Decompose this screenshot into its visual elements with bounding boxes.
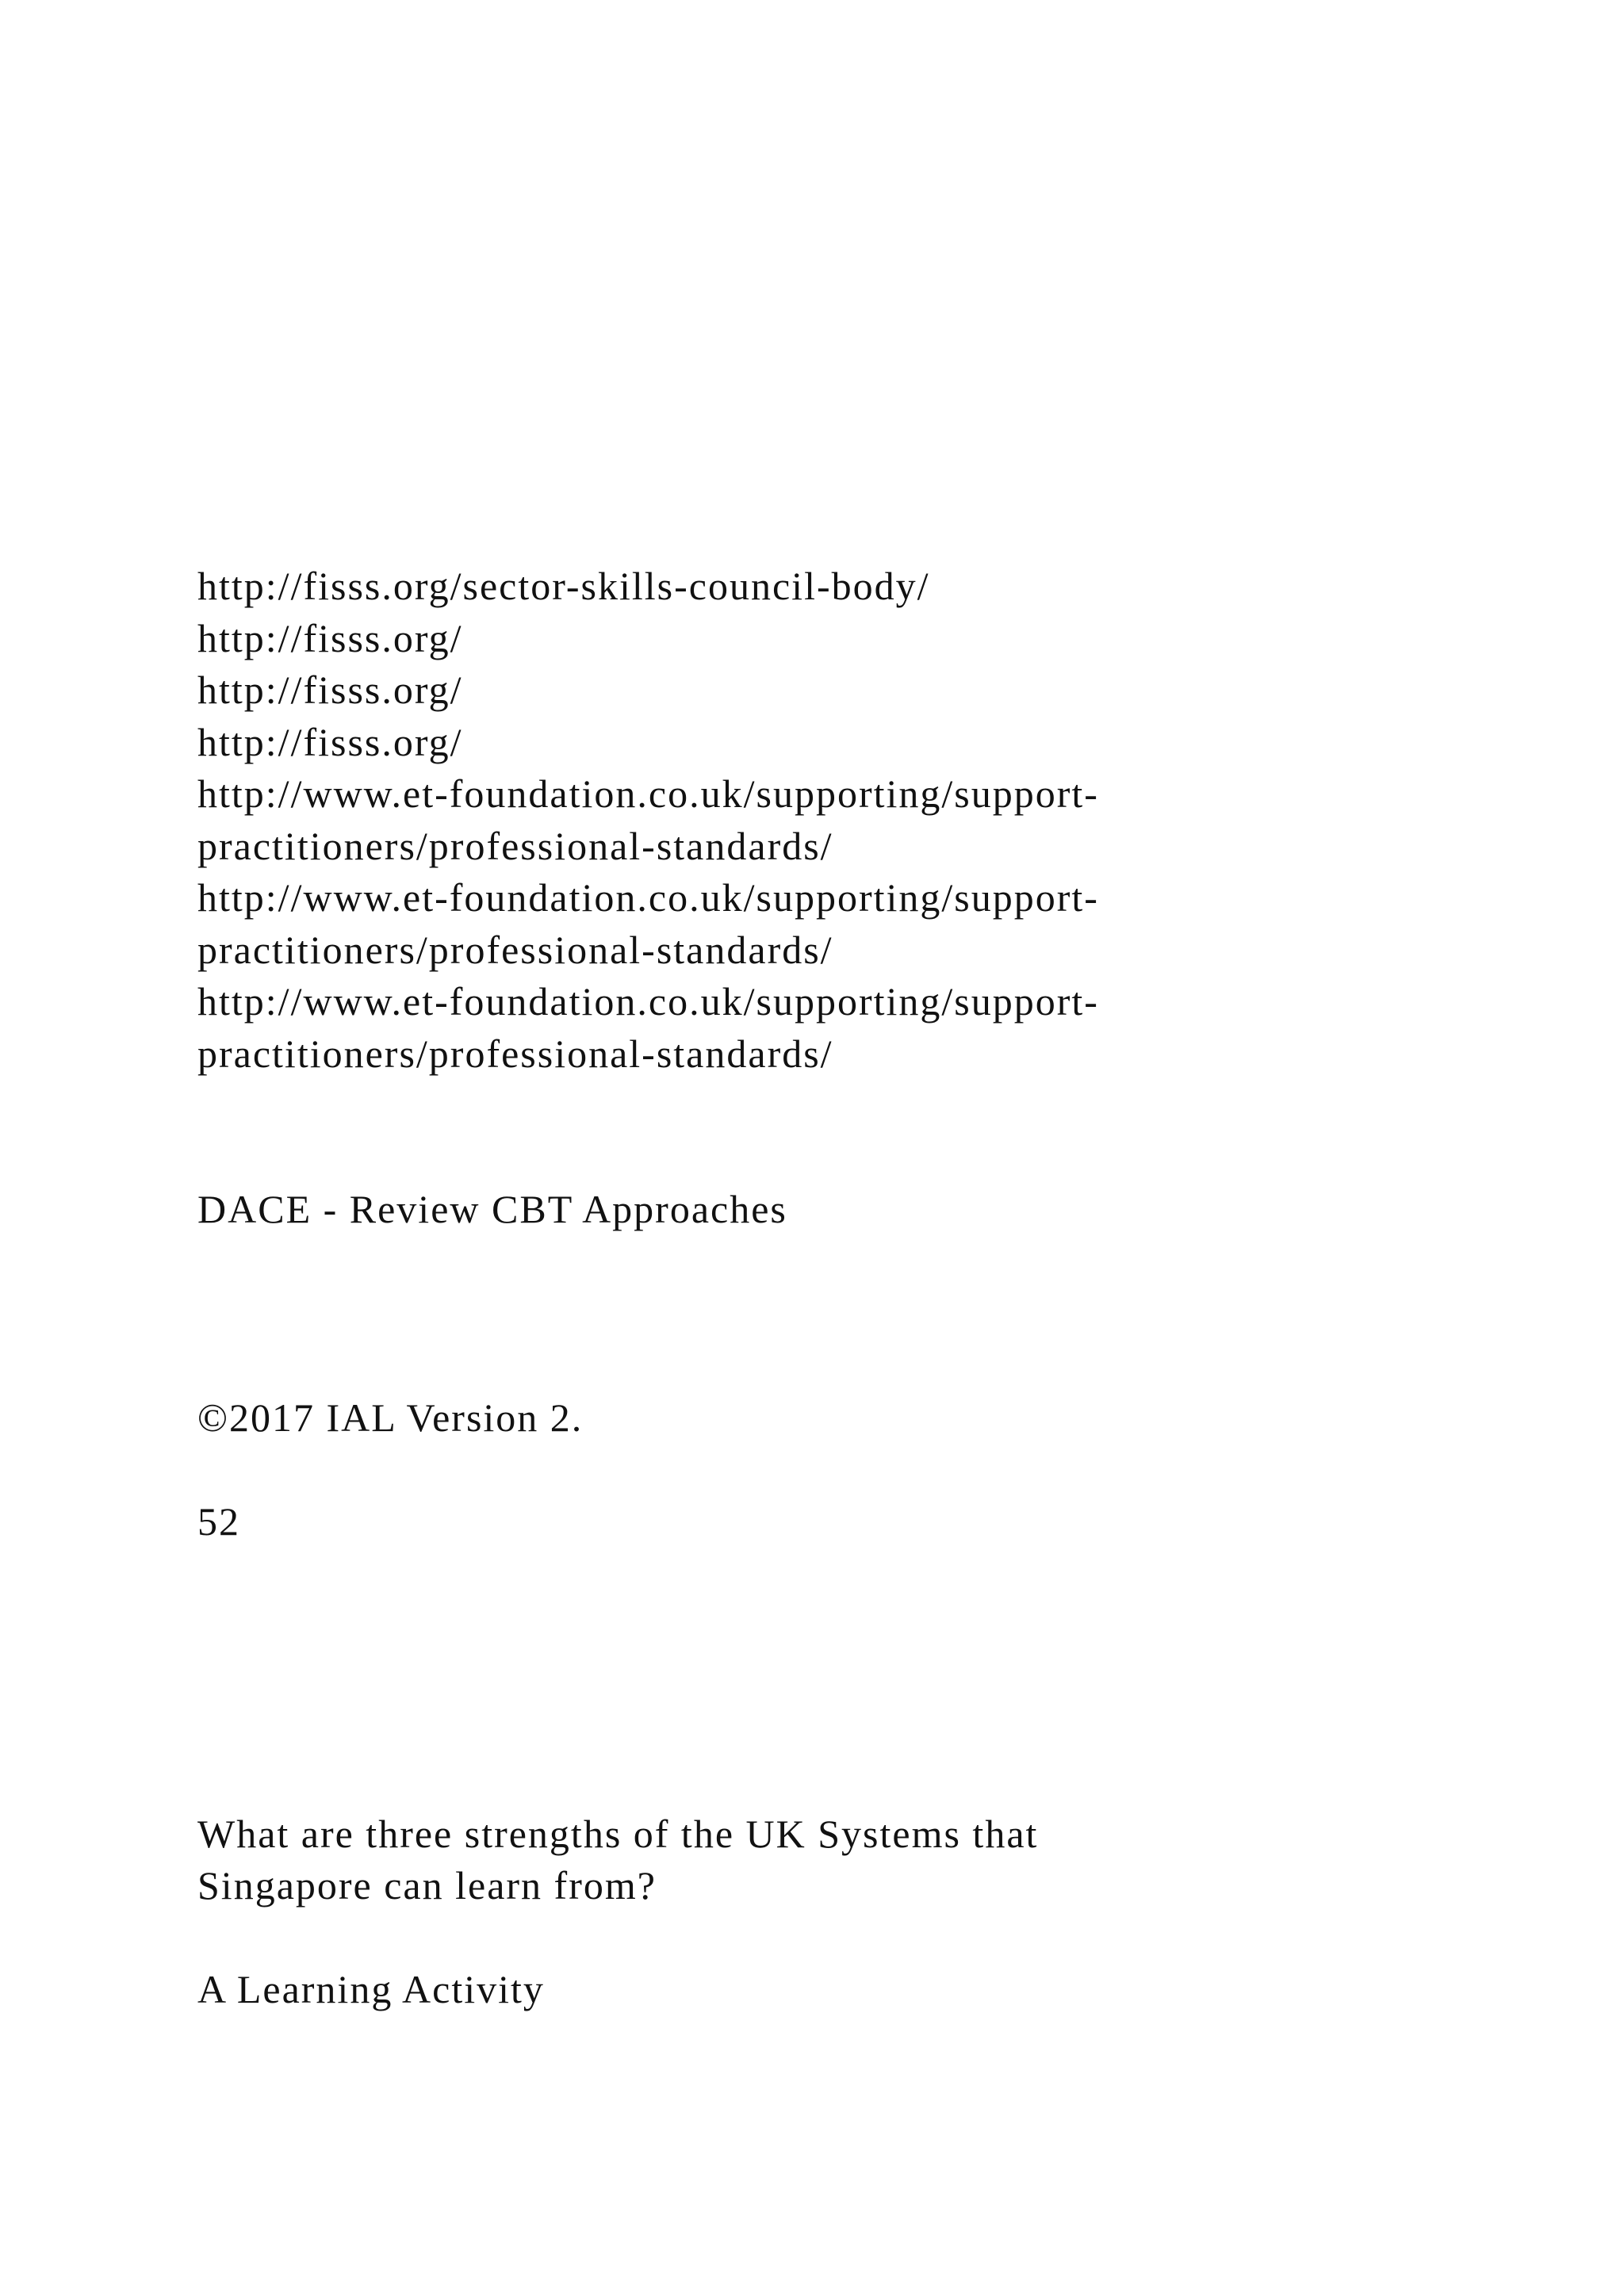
document-title: DACE - Review CBT Approaches <box>197 1187 787 1231</box>
reference-link[interactable]: http://www.et-foundation.co.uk/supporting/support- <box>197 771 1099 816</box>
reference-link-continuation[interactable]: practitioners/professional-standards/ <box>197 1031 833 1076</box>
reference-link[interactable]: http://fisss.org/ <box>197 616 463 660</box>
reference-link[interactable]: http://www.et-foundation.co.uk/supporting/support- <box>197 979 1099 1024</box>
reference-link[interactable]: http://fisss.org/ <box>197 720 463 764</box>
reference-link[interactable]: http://www.et-foundation.co.uk/supporting/support- <box>197 875 1099 920</box>
question-text-continuation: Singapore can learn from? <box>197 1863 657 1908</box>
question-text: What are three strengths of the UK Systems that <box>197 1812 1039 1856</box>
reference-link-continuation[interactable]: practitioners/professional-standards/ <box>197 928 833 972</box>
reference-link[interactable]: http://fisss.org/ <box>197 668 463 712</box>
activity-heading: A Learning Activity <box>197 1967 545 2011</box>
reference-link[interactable]: http://fisss.org/sector-skills-council-body/ <box>197 564 930 608</box>
page-number: 52 <box>197 1499 240 1544</box>
copyright-notice: ©2017 IAL Version 2. <box>197 1395 584 1440</box>
reference-link-continuation[interactable]: practitioners/professional-standards/ <box>197 824 833 868</box>
